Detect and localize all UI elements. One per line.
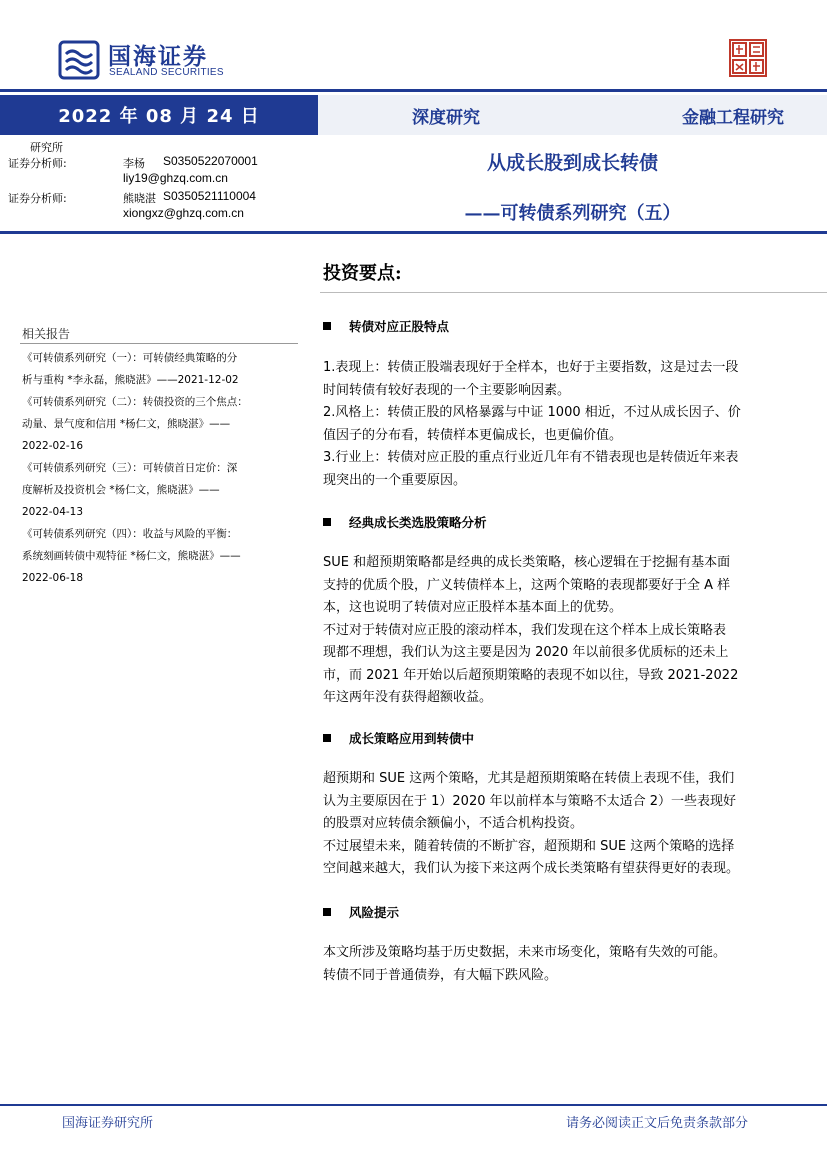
section-title: 转债对应正股特点	[349, 319, 450, 334]
body-line: 超预期和 SUE 这两个策略，尤其是超预期策略在转债上表现不佳，我们	[323, 771, 735, 786]
section-title: 经典成长类选股策略分析	[349, 515, 487, 530]
key-points-heading: 投资要点:	[323, 263, 402, 284]
body-line: 支持的优质个股，广义转债样本上，这两个策略的表现都要好于全 A 样	[323, 577, 731, 593]
analyst-cert-code: S0350522070001	[163, 154, 258, 168]
analyst-email: xiongxz@ghzq.com.cn	[123, 206, 244, 220]
related-report-line: 2022-04-13	[22, 506, 84, 518]
body-line: 年这两年没有获得超额收益。	[323, 690, 493, 705]
section-heading	[323, 513, 487, 531]
body-line: 市，而 2021 年开始以后超预期策略的表现不如以往，导致 2021-2022	[323, 667, 739, 683]
analyst-label: 证券分析师:	[8, 157, 67, 170]
date-banner	[0, 95, 318, 135]
research-seal-icon	[729, 39, 767, 77]
body-line: 2.风格上：转债正股的风格暴露与中证 1000 相近，不过从成长因子、价	[323, 405, 741, 420]
analyst-name: 李杨	[123, 157, 145, 170]
body-line: SUE 和超预期策略都是经典的成长类策略，核心逻辑在于挖掘有基本面	[323, 555, 731, 570]
section-body	[323, 552, 783, 710]
body-line: 现都不理想，我们认为这主要是因为 2020 年以前很多优质标的还未上	[323, 645, 729, 660]
body-line: 1.表现上：转债正股端表现好于全样本，也好于主要指数，这是过去一段	[323, 360, 739, 375]
analyst-name: 熊晓湛	[123, 192, 156, 205]
section-title: 风险提示	[349, 905, 400, 920]
section-body	[323, 357, 783, 492]
body-line: 不过展望未来，随着转债的不断扩容，超预期和 SUE 这两个策略的选择	[323, 838, 735, 854]
related-report-line: 《可转债系列研究（一）：可转债经典策略的分	[22, 352, 238, 364]
section-heading	[323, 729, 474, 747]
report-subtitle: ——可转债系列研究（五）	[464, 203, 681, 224]
related-report-line: 《可转债系列研究（四）：收益与风险的平衡：	[22, 528, 238, 540]
body-line: 本文所涉及策略均基于历史数据，未来市场变化，策略有失效的可能。	[323, 945, 727, 960]
section-title: 成长策略应用到转债中	[349, 731, 475, 746]
body-line: 的股票对应转债余额偏小，不适合机构投资。	[323, 816, 584, 831]
footer-disclaimer-note: 请务必阅读正文后免责条款部分	[566, 1116, 749, 1131]
section-heading	[323, 317, 449, 335]
body-line: 时间转债有较好表现的一个主要影响因素。	[323, 382, 571, 398]
body-line: 本，这也说明了转债对应正股样本基本面上的优势。	[323, 600, 623, 615]
bullet-square-icon	[323, 734, 331, 742]
related-report-line: 2022-02-16	[22, 440, 84, 452]
section-heading	[323, 903, 399, 921]
footer-institute: 国海证券研究所	[62, 1116, 154, 1131]
body-line: 现突出的一个重要原因。	[323, 472, 467, 488]
body-line: 空间越来越大，我们认为接下来这两个成长类策略有望获得更好的表现。	[323, 861, 740, 876]
report-date: 2022 年 08 月 24 日	[58, 106, 260, 127]
title-rule	[0, 231, 827, 234]
body-line: 3.行业上：转债对应正股的重点行业近几年有不错表现也是转债近年来表	[323, 450, 739, 465]
logo-text-cn: 国海证券	[108, 44, 208, 70]
analyst-label: 证券分析师:	[8, 192, 67, 205]
institute-label: 研究所	[30, 141, 63, 154]
bullet-square-icon	[323, 518, 331, 526]
analyst-cert-code: S0350521110004	[163, 189, 256, 203]
related-report-line: 《可转债系列研究（三）：可转债首日定价：深	[22, 462, 238, 474]
related-reports-list	[22, 347, 298, 589]
related-report-line: 系统刻画转债中观特征 *杨仁文，熊晓湛》——	[22, 550, 241, 562]
bullet-square-icon	[323, 322, 331, 330]
sealand-logo-icon	[58, 40, 100, 80]
related-report-line: 动量、景气度和信用 *杨仁文，熊晓湛》——	[22, 418, 231, 430]
body-line: 认为主要原因在于 1）2020 年以前样本与策略不太适合 2）一些表现好	[323, 793, 737, 809]
section-body	[323, 942, 783, 987]
related-reports-rule	[20, 343, 298, 344]
body-line: 值因子的分布看，转债样本更偏成长，也更偏价值。	[323, 427, 623, 443]
category-deep-research: 深度研究	[412, 108, 480, 128]
body-line: 转债不同于普通债券，有大幅下跌风险。	[323, 967, 558, 983]
related-reports-heading: 相关报告	[22, 327, 71, 341]
body-line: 不过对于转债对应正股的滚动样本，我们发现在这个样本上成长策略表	[323, 622, 727, 638]
logo-text-en: SEALAND SECURITIES	[109, 67, 224, 78]
section-body	[323, 768, 783, 881]
report-title: 从成长股到成长转债	[486, 152, 658, 174]
related-report-line: 《可转债系列研究（二）：转债投资的三个焦点：	[22, 396, 248, 408]
category-financial-engineering: 金融工程研究	[682, 108, 784, 128]
analyst-email: liy19@ghzq.com.cn	[123, 171, 228, 185]
related-report-line: 析与重构 *李永磊，熊晓湛》——2021-12-02	[22, 374, 239, 386]
key-points-rule	[320, 292, 827, 293]
header-rule	[0, 89, 827, 92]
related-report-line: 度解析及投资机会 *杨仁文，熊晓湛》——	[22, 484, 220, 496]
footer-rule	[0, 1104, 827, 1106]
related-report-line: 2022-06-18	[22, 572, 84, 584]
bullet-square-icon	[323, 908, 331, 916]
